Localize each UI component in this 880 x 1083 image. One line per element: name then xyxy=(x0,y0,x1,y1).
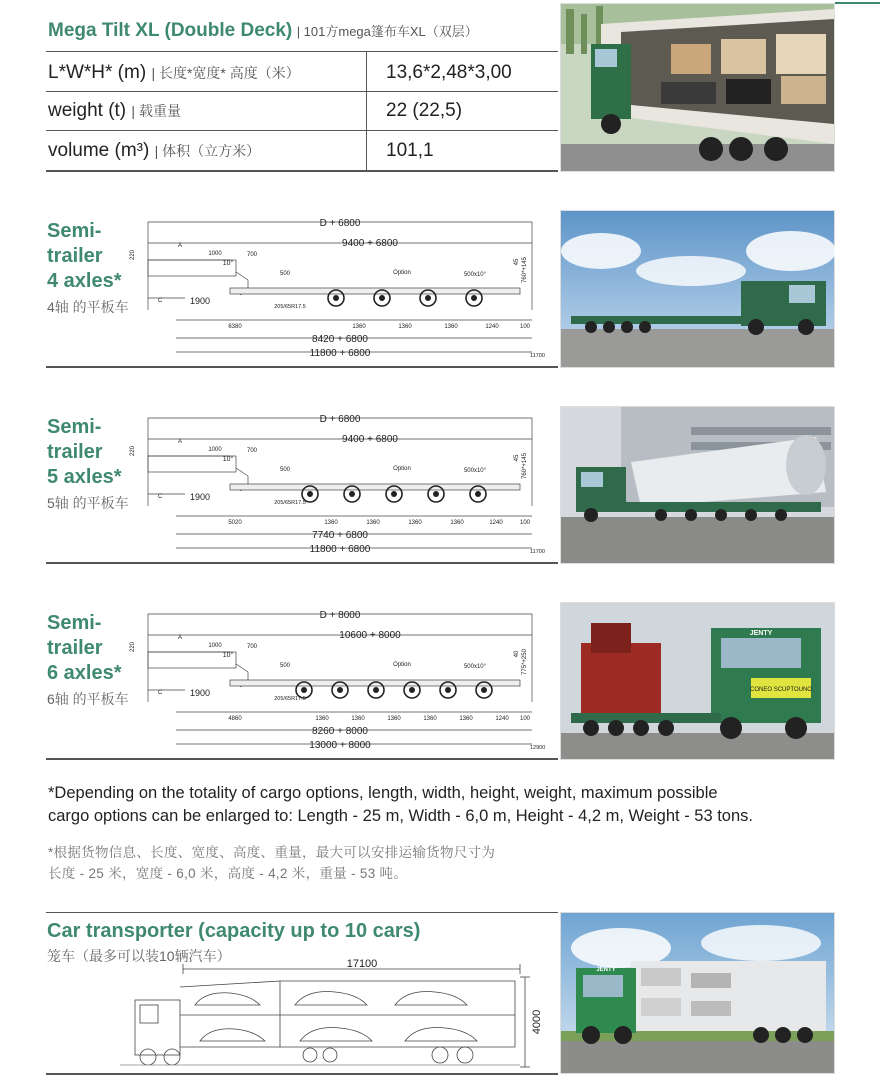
dim-top-a: 1000 xyxy=(208,447,222,453)
car-transporter-drawing xyxy=(120,955,560,1073)
spec-label-dimensions: L*W*H* (m) | 长度*宽度* 高度（米） xyxy=(48,62,300,83)
dim-axle-2: 1360 xyxy=(398,324,412,330)
dim-gap: 1900 xyxy=(189,688,211,698)
dim-h3: 760*+145 xyxy=(522,257,528,283)
dim-end: 11700 xyxy=(530,549,545,555)
axle-hub-4 xyxy=(433,491,439,497)
dim-tyre: 205/65R17.5 xyxy=(274,500,306,506)
dim-axle-1: 1360 xyxy=(315,716,329,722)
dim-a-marker: A xyxy=(177,439,183,445)
dim-axle-4: 1360 xyxy=(423,716,437,722)
dim-total: D + 6800 xyxy=(319,218,361,229)
dim-tail: 100 xyxy=(519,324,531,330)
dim-angle: 10° xyxy=(222,456,234,463)
dim-gap: 1900 xyxy=(189,492,211,502)
dim-axle-5: 1360 xyxy=(459,716,473,722)
car-divider-top xyxy=(46,912,558,913)
dim-h1: 220 xyxy=(130,641,136,653)
dim-axle-3: 1360 xyxy=(444,324,458,330)
dim-h2: 45 xyxy=(514,258,520,266)
trailer-4-photo xyxy=(560,210,835,368)
note-english-line-1: *Depending on the totality of cargo options, length, width, height, weight, maximum possible xyxy=(48,784,718,802)
dim-end: 11700 xyxy=(530,353,545,359)
dim-step: 500 xyxy=(279,663,291,669)
mega-divider-bottom xyxy=(46,170,558,172)
axle-hub-2 xyxy=(337,687,343,693)
dim-h3: 775*+250 xyxy=(522,649,528,675)
axle-hub-1 xyxy=(333,295,339,301)
axle-hub-2 xyxy=(379,295,385,301)
top-accent-line xyxy=(835,2,880,4)
axle-hub-4 xyxy=(409,687,415,693)
dim-axle-2: 1360 xyxy=(351,716,365,722)
trailer-drawing-svg xyxy=(130,602,560,757)
dim-tyre: 205/65R17.5 xyxy=(274,696,306,702)
dim-h1: 220 xyxy=(130,249,136,261)
axle-hub-1 xyxy=(307,491,313,497)
axle-hub-3 xyxy=(425,295,431,301)
dim-top-a: 1000 xyxy=(208,251,222,257)
trailer-drawing-svg xyxy=(130,406,560,561)
mega-subtitle: | 101方mega篷布车XL（双层） xyxy=(296,24,478,39)
dim-ramp: 500x10° xyxy=(463,664,487,670)
car-subtitle: 笼车（最多可以装10辆汽车） xyxy=(47,948,231,964)
dim-top-b: 700 xyxy=(246,644,258,650)
dim-option: Option xyxy=(393,270,411,276)
trailer-6-divider xyxy=(46,758,558,760)
dim-axle-3: 1360 xyxy=(387,716,401,722)
trailer-5-photo xyxy=(560,406,835,564)
dim-deck: 9400 + 6800 xyxy=(342,434,398,445)
dim-h1: 220 xyxy=(130,445,136,457)
axle-hub-5 xyxy=(475,491,481,497)
axle-hub-2 xyxy=(349,491,355,497)
axle-hub-1 xyxy=(301,687,307,693)
dim-step: 500 xyxy=(279,271,291,277)
mega-tilt-photo xyxy=(560,3,835,172)
car-truck-brand: JENTY xyxy=(596,967,616,973)
cab-shape xyxy=(135,1000,180,1055)
mega-divider-2 xyxy=(46,130,558,131)
dim-left: 5020 xyxy=(228,520,242,526)
deck-platform xyxy=(230,680,520,686)
dim-left: 4860 xyxy=(228,716,242,722)
trailer-drawing-svg xyxy=(130,210,560,365)
spec-label-weight: weight (t) | 载重量 xyxy=(48,100,181,121)
axle-hub-6 xyxy=(481,687,487,693)
trailer-5-drawing xyxy=(130,406,560,561)
dim-step: 500 xyxy=(279,467,291,473)
trailer-4-title: Semi- trailer 4 axles* xyxy=(47,220,122,292)
axle-hub-5 xyxy=(445,687,451,693)
axle-hub-4 xyxy=(471,295,477,301)
dim-a-marker: A xyxy=(177,243,183,249)
mega-divider-top xyxy=(46,51,558,52)
mega-title-row xyxy=(48,20,478,42)
truck-plate-text: CONEO SCUPTOUNO xyxy=(750,687,812,693)
car-transporter-photo xyxy=(560,912,835,1074)
dim-left: 6380 xyxy=(228,324,242,330)
dim-option: Option xyxy=(393,662,411,668)
dim-axle-3: 1360 xyxy=(408,520,422,526)
dim-gap: 1900 xyxy=(189,296,211,306)
car-height-label: 4000 xyxy=(531,1009,543,1035)
dim-lower: 8420 + 6800 xyxy=(312,334,368,345)
note-chinese-line-2: 长度 - 25 米，宽度 - 6,0 米，高度 - 4,2 米，重量 - 53 吨。 xyxy=(48,866,408,881)
cab-wheel-front xyxy=(140,1049,156,1065)
dim-rear: 1240 xyxy=(489,520,503,526)
trailer-6-photo xyxy=(560,602,835,760)
dim-overall: 11800 + 6800 xyxy=(309,544,371,555)
mega-title: Mega Tilt XL (Double Deck) xyxy=(48,20,293,41)
mega-divider-1 xyxy=(46,91,558,92)
trailer-4-divider xyxy=(46,366,558,368)
car-length-label: 17100 xyxy=(346,958,378,970)
dim-deck: 10600 + 8000 xyxy=(339,630,401,641)
dim-end: 12900 xyxy=(530,745,546,751)
spec-value-dimensions: 13,6*2,48*3,00 xyxy=(386,62,512,83)
car-title: Car transporter (capacity up to 10 cars) xyxy=(47,920,421,942)
dim-option: Option xyxy=(393,466,411,472)
dim-top-a: 1000 xyxy=(208,643,222,649)
trailer-5-subtitle: 5轴 的平板车 xyxy=(47,495,129,511)
dim-deck: 9400 + 6800 xyxy=(342,238,398,249)
dim-rear: 1240 xyxy=(485,324,499,330)
dim-angle: 10° xyxy=(222,652,234,659)
dim-h3: 760*+145 xyxy=(522,453,528,479)
mega-column-divider xyxy=(366,52,367,170)
note-chinese-line-1: *根据货物信息、长度、宽度、高度、重量，最大可以安排运输货物尺寸为 xyxy=(48,845,496,860)
dim-rear: 1240 xyxy=(495,716,509,722)
axle-hub-3 xyxy=(373,687,379,693)
dim-axle-1: 1360 xyxy=(324,520,338,526)
spec-value-volume: 101,1 xyxy=(386,140,434,161)
dim-ramp: 500x10° xyxy=(463,272,487,278)
dim-tail: 100 xyxy=(519,716,531,722)
car-divider-bottom xyxy=(46,1073,558,1075)
dim-c-marker: C xyxy=(158,298,163,304)
dim-tail: 100 xyxy=(519,520,531,526)
dim-axle-1: 1360 xyxy=(352,324,366,330)
dim-c-marker: C xyxy=(158,690,163,696)
dim-axle-2: 1360 xyxy=(366,520,380,526)
axle-hub-3 xyxy=(391,491,397,497)
trailer-4-subtitle: 4轴 的平板车 xyxy=(47,299,129,315)
dim-total: D + 8000 xyxy=(319,610,361,621)
dim-overall: 13000 + 8000 xyxy=(309,740,371,751)
trailer-5-title: Semi- trailer 5 axles* xyxy=(47,416,122,488)
trailer-5-divider xyxy=(46,562,558,564)
dim-c-marker: C xyxy=(158,494,163,500)
dim-h2: 45 xyxy=(514,454,520,462)
dim-top-b: 700 xyxy=(246,448,258,454)
dim-tyre: 205/65R17.5 xyxy=(274,304,306,310)
dim-lower: 7740 + 6800 xyxy=(312,530,368,541)
dim-axle-4: 1360 xyxy=(450,520,464,526)
dim-lower: 8260 + 8000 xyxy=(312,726,368,737)
spec-label-volume: volume (m³) | 体积（立方米） xyxy=(48,140,261,161)
deck-platform xyxy=(230,484,520,490)
truck-brand-text: JENTY xyxy=(749,630,773,637)
trailer-6-title: Semi- trailer 6 axles* xyxy=(47,612,122,684)
dim-top-b: 700 xyxy=(246,252,258,258)
trailer-4-drawing xyxy=(130,210,560,365)
dim-h2: 40 xyxy=(514,650,520,658)
dim-a-marker: A xyxy=(177,635,183,641)
dim-overall: 11800 + 6800 xyxy=(309,348,371,359)
spec-value-weight: 22 (22,5) xyxy=(386,100,463,121)
trailer-6-drawing xyxy=(130,602,560,757)
dim-ramp: 500x10° xyxy=(463,468,487,474)
dim-angle: 10° xyxy=(222,260,234,267)
trailer-6-subtitle: 6轴 的平板车 xyxy=(47,691,129,707)
note-english-line-2: cargo options can be enlarged to: Length - 25 m, Width - 6,0 m, Height - 4,2 m, Weight - 53 tons. xyxy=(48,807,753,825)
dim-total: D + 6800 xyxy=(319,414,361,425)
cage-outline xyxy=(180,981,515,1047)
